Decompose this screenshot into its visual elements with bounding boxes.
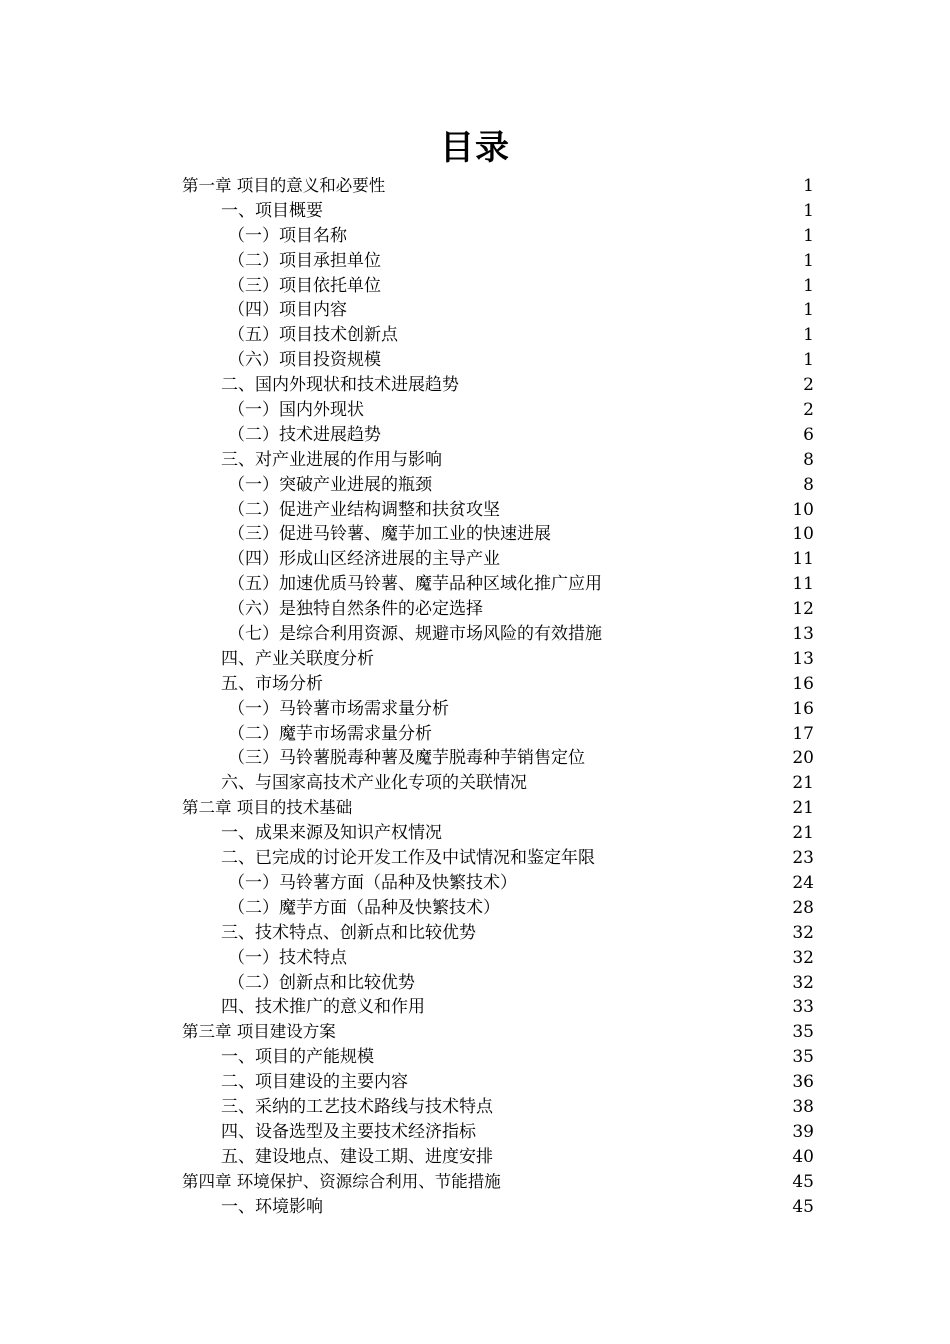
toc-subsection-entry[interactable] <box>182 398 814 423</box>
toc-entry-page-number: 28 <box>792 897 814 918</box>
toc-entry-label: （二）创新点和比较优势 <box>228 972 415 993</box>
toc-section-entry[interactable] <box>182 1095 814 1120</box>
toc-entry-label: 第四章 环境保护、资源综合利用、节能措施 <box>182 1171 501 1191</box>
toc-subsection-entry[interactable] <box>182 746 814 771</box>
toc-entry-label: 一、项目概要 <box>221 200 323 221</box>
toc-entry-label: 二、国内外现状和技术进展趋势 <box>221 375 459 396</box>
toc-entry-page-number: 32 <box>792 972 814 993</box>
toc-entry-page-number: 32 <box>792 922 814 943</box>
toc-entry-page-number: 12 <box>792 599 814 620</box>
toc-entry-page-number: 39 <box>792 1121 814 1142</box>
toc-subsection-entry[interactable] <box>182 971 814 996</box>
toc-subsection-entry[interactable] <box>182 946 814 971</box>
table-of-contents <box>182 174 814 1219</box>
toc-entry-page-number: 21 <box>792 798 814 819</box>
toc-entry-page-number: 38 <box>792 1096 814 1117</box>
toc-entry-label: （二）促进产业结构调整和扶贫攻坚 <box>228 499 500 520</box>
toc-entry-label: （五）加速优质马铃薯、魔芋品种区域化推广应用 <box>228 574 602 595</box>
page-title: 目录 <box>440 128 510 168</box>
toc-entry-page-number: 36 <box>792 1072 814 1093</box>
toc-entry-page-number: 35 <box>792 1047 814 1068</box>
toc-section-entry[interactable] <box>182 821 814 846</box>
toc-entry-label: （二）技术进展趋势 <box>228 424 381 445</box>
toc-entry-page-number: 8 <box>803 449 814 470</box>
toc-entry-label: （一）项目名称 <box>228 225 347 246</box>
toc-entry-label: 一、项目的产能规模 <box>221 1047 374 1068</box>
toc-subsection-entry[interactable] <box>182 298 814 323</box>
toc-entry-label: 二、已完成的讨论开发工作及中试情况和鉴定年限 <box>221 848 595 869</box>
toc-entry-label: （二）魔芋方面（品种及快繁技术） <box>228 897 500 918</box>
toc-subsection-entry[interactable] <box>182 547 814 572</box>
toc-subsection-entry[interactable] <box>182 348 814 373</box>
toc-entry-page-number: 1 <box>803 200 814 221</box>
toc-subsection-entry[interactable] <box>182 473 814 498</box>
toc-entry-page-number: 40 <box>792 1146 814 1167</box>
toc-subsection-entry[interactable] <box>182 597 814 622</box>
toc-entry-label: （一）突破产业进展的瓶颈 <box>228 474 432 495</box>
toc-entry-page-number: 23 <box>792 848 814 869</box>
toc-section-entry[interactable] <box>182 1145 814 1170</box>
toc-entry-page-number: 1 <box>803 225 814 246</box>
toc-chapter-entry[interactable] <box>182 1170 814 1195</box>
toc-entry-page-number: 17 <box>792 723 814 744</box>
toc-entry-page-number: 16 <box>792 673 814 694</box>
toc-entry-page-number: 11 <box>792 574 814 595</box>
toc-subsection-entry[interactable] <box>182 498 814 523</box>
toc-entry-label: 二、项目建设的主要内容 <box>221 1072 408 1093</box>
toc-entry-label: 三、技术特点、创新点和比较优势 <box>221 922 476 943</box>
toc-subsection-entry[interactable] <box>182 423 814 448</box>
toc-entry-label: （四）形成山区经济进展的主导产业 <box>228 549 500 570</box>
toc-entry-page-number: 20 <box>792 748 814 769</box>
toc-subsection-entry[interactable] <box>182 249 814 274</box>
toc-entry-label: 第三章 项目建设方案 <box>182 1022 336 1042</box>
toc-entry-label: （一）国内外现状 <box>228 400 364 421</box>
toc-entry-page-number: 13 <box>792 648 814 669</box>
toc-subsection-entry[interactable] <box>182 323 814 348</box>
toc-subsection-entry[interactable] <box>182 522 814 547</box>
toc-entry-page-number: 10 <box>792 499 814 520</box>
toc-entry-label: 三、采纳的工艺技术路线与技术特点 <box>221 1096 493 1117</box>
toc-entry-label: 五、建设地点、建设工期、进度安排 <box>221 1146 493 1167</box>
toc-section-entry[interactable] <box>182 1070 814 1095</box>
toc-section-entry[interactable] <box>182 448 814 473</box>
toc-section-entry[interactable] <box>182 373 814 398</box>
toc-entry-label: （三）促进马铃薯、魔芋加工业的快速进展 <box>228 524 551 545</box>
toc-entry-label: 第二章 项目的技术基础 <box>182 798 353 818</box>
toc-entry-label: 四、设备选型及主要技术经济指标 <box>221 1121 476 1142</box>
toc-section-entry[interactable] <box>182 1195 814 1220</box>
toc-entry-page-number: 45 <box>792 1196 814 1217</box>
toc-entry-page-number: 2 <box>803 375 814 396</box>
toc-section-entry[interactable] <box>182 1045 814 1070</box>
toc-chapter-entry[interactable] <box>182 174 814 199</box>
toc-entry-label: （六）是独特自然条件的必定选择 <box>228 599 483 620</box>
toc-entry-page-number: 1 <box>803 250 814 271</box>
toc-entry-label: 六、与国家高技术产业化专项的关联情况 <box>221 773 527 794</box>
toc-entry-label: 第一章 项目的意义和必要性 <box>182 176 386 195</box>
toc-entry-page-number: 33 <box>792 997 814 1018</box>
toc-entry-label: （七）是综合利用资源、规避市场风险的有效措施 <box>228 624 602 645</box>
toc-chapter-entry[interactable] <box>182 796 814 821</box>
toc-subsection-entry[interactable] <box>182 274 814 299</box>
toc-entry-page-number: 1 <box>803 350 814 371</box>
toc-entry-label: （二）项目承担单位 <box>228 250 381 271</box>
toc-subsection-entry[interactable] <box>182 722 814 747</box>
toc-entry-page-number: 21 <box>792 773 814 794</box>
toc-subsection-entry[interactable] <box>182 622 814 647</box>
toc-entry-page-number: 1 <box>803 176 814 196</box>
toc-entry-page-number: 6 <box>803 424 814 445</box>
toc-entry-page-number: 11 <box>792 549 814 570</box>
toc-entry-page-number: 24 <box>792 872 814 893</box>
toc-entry-page-number: 13 <box>792 624 814 645</box>
toc-entry-page-number: 1 <box>803 275 814 296</box>
toc-entry-label: （二）魔芋市场需求量分析 <box>228 723 432 744</box>
toc-entry-page-number: 1 <box>803 300 814 321</box>
toc-section-entry[interactable] <box>182 647 814 672</box>
toc-entry-label: （一）技术特点 <box>228 947 347 968</box>
toc-entry-label: 一、成果来源及知识产权情况 <box>221 823 442 844</box>
toc-subsection-entry[interactable] <box>182 224 814 249</box>
toc-entry-label: （一）马铃薯市场需求量分析 <box>228 698 449 719</box>
toc-subsection-entry[interactable] <box>182 896 814 921</box>
toc-entry-label: （六）项目投资规模 <box>228 350 381 371</box>
toc-entry-label: （三）项目依托单位 <box>228 275 381 296</box>
toc-entry-page-number: 35 <box>792 1022 814 1043</box>
toc-subsection-entry[interactable] <box>182 572 814 597</box>
toc-entry-label: （一）马铃薯方面（品种及快繁技术） <box>228 872 517 893</box>
toc-entry-label: （五）项目技术创新点 <box>228 325 398 346</box>
toc-subsection-entry[interactable] <box>182 697 814 722</box>
toc-entry-page-number: 8 <box>803 474 814 495</box>
toc-entry-page-number: 10 <box>792 524 814 545</box>
toc-entry-label: 三、对产业进展的作用与影响 <box>221 449 442 470</box>
toc-entry-label: 五、市场分析 <box>221 673 323 694</box>
toc-entry-page-number: 16 <box>792 698 814 719</box>
toc-section-entry[interactable] <box>182 672 814 697</box>
toc-subsection-entry[interactable] <box>182 871 814 896</box>
toc-section-entry[interactable] <box>182 846 814 871</box>
toc-section-entry[interactable] <box>182 771 814 796</box>
toc-section-entry[interactable] <box>182 1120 814 1145</box>
toc-entry-page-number: 2 <box>803 400 814 421</box>
toc-chapter-entry[interactable] <box>182 1020 814 1045</box>
toc-entry-label: （四）项目内容 <box>228 300 347 321</box>
toc-section-entry[interactable] <box>182 995 814 1020</box>
toc-entry-page-number: 21 <box>792 823 814 844</box>
toc-entry-label: 四、技术推广的意义和作用 <box>221 997 425 1018</box>
toc-entry-label: 四、产业关联度分析 <box>221 648 374 669</box>
toc-section-entry[interactable] <box>182 921 814 946</box>
toc-entry-page-number: 1 <box>803 325 814 346</box>
toc-entry-label: （三）马铃薯脱毒种薯及魔芋脱毒种芋销售定位 <box>228 748 585 769</box>
toc-section-entry[interactable] <box>182 199 814 224</box>
toc-entry-page-number: 32 <box>792 947 814 968</box>
toc-entry-label: 一、环境影响 <box>221 1196 323 1217</box>
toc-entry-page-number: 45 <box>792 1171 814 1192</box>
